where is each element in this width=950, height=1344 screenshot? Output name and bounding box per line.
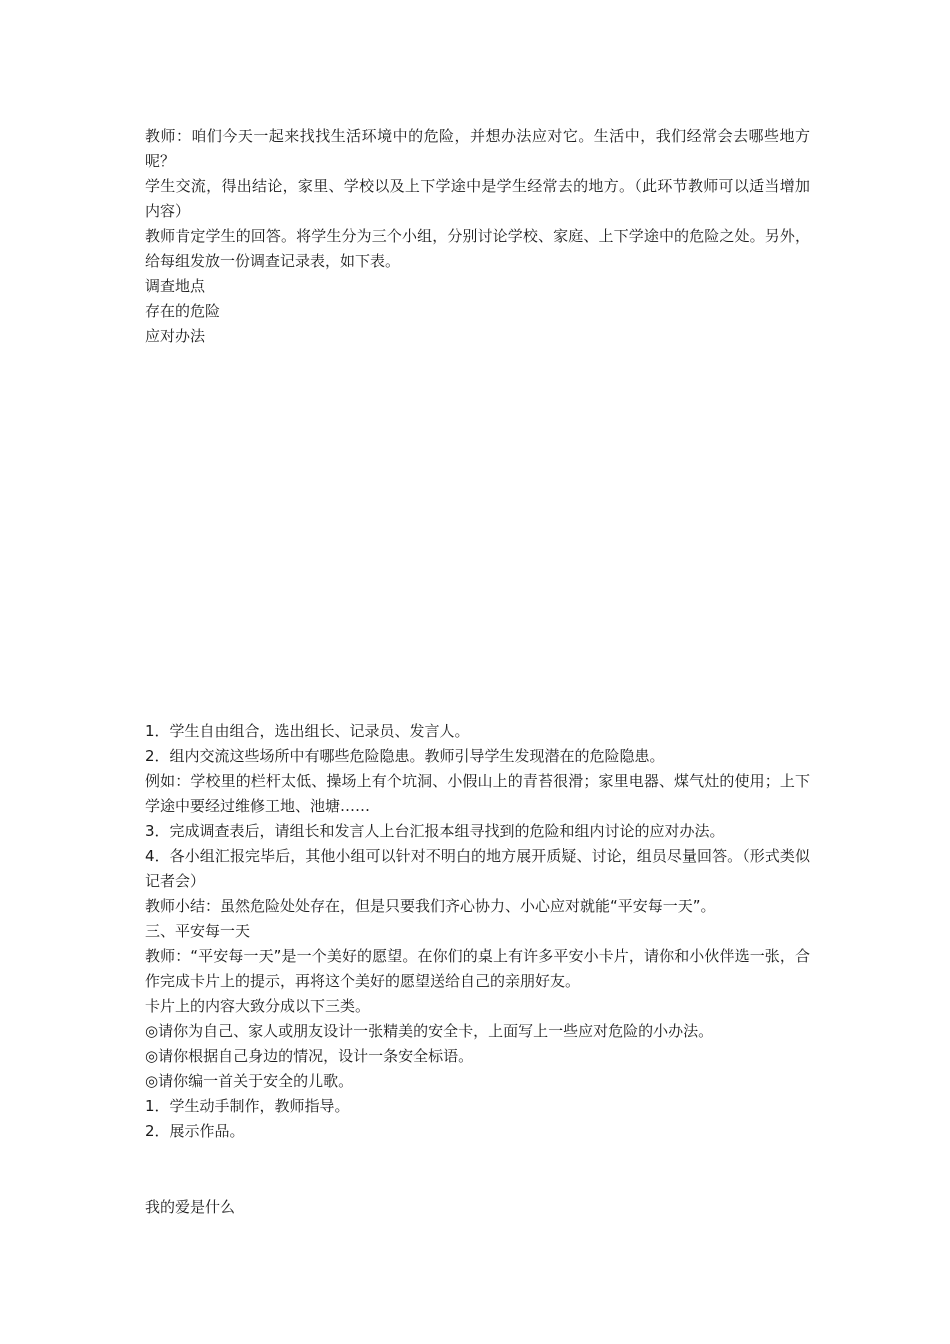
bullet-item: ◎请你根据自己身边的情况，设计一条安全标语。 bbox=[145, 1047, 474, 1065]
text-block-activities bbox=[145, 719, 810, 1144]
text-block-next-title bbox=[145, 1195, 810, 1220]
bullet-item: ◎请你编一首关于安全的儿歌。 bbox=[145, 1072, 354, 1090]
paragraph-example: 例如：学校里的栏杆太低、操场上有个坑洞、小假山上的青苔很滑；家里电器、煤气灶的使用；上下学途中要经过维修工地、池塘…… bbox=[145, 772, 810, 815]
paragraph-group-task: 教师肯定学生的回答。将学生分为三个小组，分别讨论学校、家庭、上下学途中的危险之处。另外，给每组发放一份调查记录表，如下表。 bbox=[145, 227, 810, 270]
list-item: 3．完成调查表后，请组长和发言人上台汇报本组寻找到的危险和组内讨论的应对办法。 bbox=[145, 822, 725, 840]
paragraph-teacher-question: 教师：咱们今天一起来找找生活环境中的危险，并想办法应对它。生活中，我们经常会去哪些地方呢？ bbox=[145, 127, 810, 170]
list-item: 1．学生动手制作，教师指导。 bbox=[145, 1097, 350, 1115]
list-item: 1．学生自由组合，选出组长、记录员、发言人。 bbox=[145, 722, 470, 740]
paragraph-teacher-card: 教师：“平安每一天”是一个美好的愿望。在你们的桌上有许多平安小卡片，请你和小伙伴选一张，合作完成卡片上的提示，再将这个美好的愿望送给自己的亲朋好友。 bbox=[145, 947, 810, 990]
table-label-solution: 应对办法 bbox=[145, 327, 206, 345]
paragraph-teacher-summary: 教师小结：虽然危险处处存在，但是只要我们齐心协力、小心应对就能“平安每一天”。 bbox=[145, 897, 716, 915]
list-item: 4．各小组汇报完毕后，其他小组可以针对不明白的地方展开质疑、讨论，组员尽量回答。（形式类似记者会） bbox=[145, 847, 810, 890]
table-label-danger: 存在的危险 bbox=[145, 302, 221, 320]
bullet-item: ◎请你为自己、家人或朋友设计一张精美的安全卡，上面写上一些应对危险的小办法。 bbox=[145, 1022, 714, 1040]
list-item: 2．组内交流这些场所中有哪些危险隐患。教师引导学生发现潜在的危险隐患。 bbox=[145, 747, 665, 765]
text-block-intro bbox=[145, 124, 810, 349]
paragraph-card-types: 卡片上的内容大致分成以下三类。 bbox=[145, 997, 371, 1015]
table-label-location: 调查地点 bbox=[145, 277, 206, 295]
list-item: 2．展示作品。 bbox=[145, 1122, 245, 1140]
next-lesson-title: 我的爱是什么 bbox=[145, 1198, 236, 1216]
paragraph-student-exchange: 学生交流，得出结论，家里、学校以及上下学途中是学生经常去的地方。（此环节教师可以适当增加内容） bbox=[145, 177, 810, 220]
section-heading: 三、平安每一天 bbox=[145, 922, 251, 940]
